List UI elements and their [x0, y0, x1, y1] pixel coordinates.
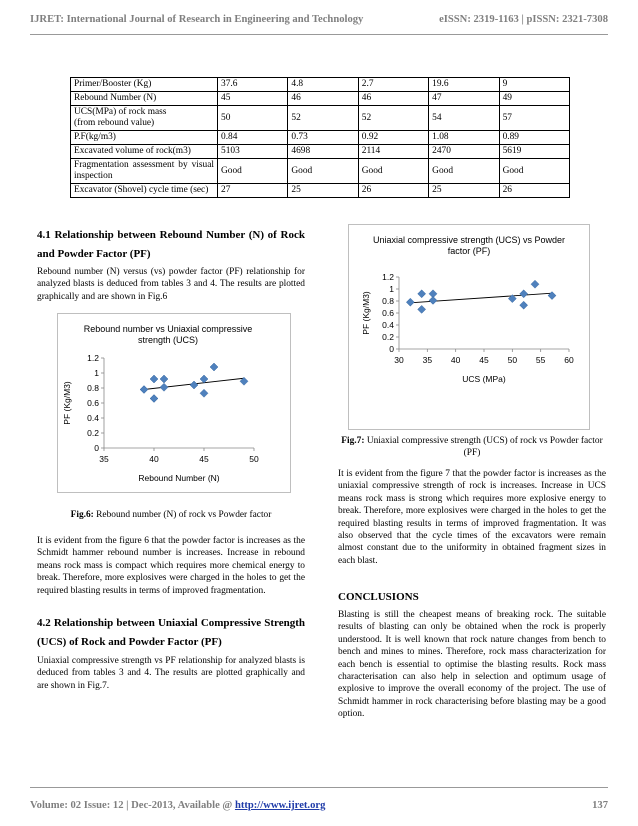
table-cell: 2470 — [429, 145, 499, 159]
table-cell: 57 — [499, 106, 569, 131]
table-cell: 47 — [429, 92, 499, 106]
fig7-caption-text: Uniaxial compressive strength (UCS) of rock vs Powder factor (PF) — [364, 436, 603, 458]
table-cell: Good — [429, 159, 499, 184]
table-cell: Good — [499, 159, 569, 184]
fig6-svg — [58, 314, 290, 492]
data-point — [210, 363, 218, 371]
data-point — [160, 383, 168, 391]
table-cell: 46 — [358, 92, 428, 106]
volume-text: Volume: 02 Issue: 12 | Dec-2013, Available @ — [30, 800, 235, 811]
data-point — [150, 375, 158, 383]
table-cell: Good — [218, 159, 288, 184]
chart-title-line: Uniaxial compressive strength (UCS) vs Powder — [372, 235, 566, 245]
x-tick-label: 55 — [535, 355, 546, 365]
y-tick-label: 0.2 — [87, 428, 99, 438]
data-point — [531, 280, 539, 288]
x-tick-label: 35 — [99, 454, 109, 464]
table-cell: 1.08 — [429, 131, 499, 145]
data-point — [548, 292, 556, 300]
conclusions-text: Blasting is still the cheapest means of breaking rock. The suitable results of blasting can only be obtained when the rock is properly understood. It is well known that rock nature changes from bench to bench and mines to mines. Therefore, rock mass characterization for each bench is essential to optimise the blasting results. Rock mass characterisation can also help in selection and optimum usage of explosive to improve the overall economy of the project. The use of Schmidt hammer in rock characterising before blasting may be a good option. — [338, 610, 606, 720]
x-axis-label: Rebound Number (N) — [138, 473, 220, 483]
table-row — [71, 145, 570, 159]
table-cell: Good — [288, 159, 358, 184]
y-tick-label: 0.2 — [382, 332, 394, 342]
chart-title-line: Rebound number vs Uniaxial compressive — [83, 324, 253, 334]
fig7-svg — [349, 225, 589, 429]
y-tick-label: 0.4 — [87, 413, 99, 423]
table-cell: 52 — [288, 106, 358, 131]
data-point — [140, 386, 148, 394]
footer-rule — [30, 787, 608, 788]
fig6-label: Fig.6: — [70, 510, 94, 520]
y-tick-label: 0.6 — [382, 308, 394, 318]
y-tick-label: 1.2 — [87, 353, 99, 363]
table-cell: 0.89 — [499, 131, 569, 145]
chart-title-line: factor (PF) — [447, 246, 491, 256]
table-row-label: Fragmentation assessment by visual inspection — [71, 159, 218, 184]
fig7-chart — [348, 224, 590, 430]
journal-title: IJRET: International Journal of Research in Engineering and Technology — [30, 14, 364, 25]
table-cell: Good — [358, 159, 428, 184]
table-cell: 2.7 — [358, 78, 428, 92]
x-tick-label: 45 — [199, 454, 209, 464]
x-tick-label: 60 — [564, 355, 574, 365]
data-point — [418, 305, 426, 313]
y-tick-label: 1.2 — [382, 272, 394, 282]
x-tick-label: 40 — [450, 355, 461, 365]
table-row-label: Rebound Number (N) — [71, 92, 218, 106]
table-row — [71, 184, 570, 198]
table-row — [71, 106, 570, 131]
table-cell: 0.73 — [288, 131, 358, 145]
table-cell: 52 — [358, 106, 428, 131]
table-row-label: Primer/Booster (Kg) — [71, 78, 218, 92]
table-cell: 26 — [499, 184, 569, 198]
x-tick-label: 45 — [479, 355, 489, 365]
fig6-chart — [57, 313, 291, 493]
y-tick-label: 0.8 — [87, 383, 99, 393]
table-cell: 5619 — [499, 145, 569, 159]
x-tick-label: 40 — [149, 454, 159, 464]
data-point — [406, 298, 414, 306]
data-point — [200, 375, 208, 383]
fig6-caption — [37, 509, 305, 521]
table-cell: 9 — [499, 78, 569, 92]
table-cell: 5103 — [218, 145, 288, 159]
y-tick-label: 0 — [389, 344, 394, 354]
table-row-label: Excavated volume of rock(m3) — [71, 145, 218, 159]
fig6-discussion: It is evident from the figure 6 that the powder factor is increases as the Schmidt hammer rebound number is increases. Increase in rebound means rock mass is compact which requires more chemical energy to break. Therefore, more explosives were charged in the holes to get the required blasting results in terms of improved fragmentation. — [37, 536, 305, 596]
y-tick-label: 0.8 — [382, 296, 394, 306]
data-point — [200, 389, 208, 397]
y-tick-label: 1 — [389, 284, 394, 294]
data-point — [429, 296, 437, 304]
section-4-2-heading: 4.2 Relationship between Uniaxial Compressive Strength (UCS) of Rock and Powder Factor (PF) — [37, 617, 305, 648]
conclusions-heading: CONCLUSIONS — [338, 591, 419, 603]
y-axis-label: PF (Kg/M3) — [361, 291, 371, 335]
table-cell: 19.6 — [429, 78, 499, 92]
table-cell: 37.6 — [218, 78, 288, 92]
section-4-2-text: Uniaxial compressive strength vs PF relationship for analyzed blasts is deduced from tables 3 and 4. The results are plotted graphically and are shown in Fig.7. — [37, 656, 305, 691]
data-point — [418, 290, 426, 298]
table-cell: 4698 — [288, 145, 358, 159]
table-row — [71, 159, 570, 184]
table-cell: 2114 — [358, 145, 428, 159]
volume-info — [30, 800, 325, 811]
table-cell: 25 — [288, 184, 358, 198]
table-row — [71, 78, 570, 92]
table-cell: 54 — [429, 106, 499, 131]
x-tick-label: 30 — [394, 355, 404, 365]
table-cell: 46 — [288, 92, 358, 106]
table-row-label: P.F(kg/m3) — [71, 131, 218, 145]
table-cell: 45 — [218, 92, 288, 106]
data-point — [520, 301, 528, 309]
table-cell: 0.84 — [218, 131, 288, 145]
table-cell: 26 — [358, 184, 428, 198]
running-footer — [30, 800, 608, 811]
table-cell: 25 — [429, 184, 499, 198]
y-tick-label: 1 — [94, 368, 99, 378]
table-cell: 27 — [218, 184, 288, 198]
table-cell: 49 — [499, 92, 569, 106]
header-rule — [30, 34, 608, 35]
x-tick-label: 35 — [422, 355, 433, 365]
section-4-1-text: Rebound number (N) versus (vs) powder factor (PF) relationship for analyzed blasts is deduced from tables 3 and 4. The results are plotted graphically and are shown in Fig.6 — [37, 267, 305, 302]
x-tick-label: 50 — [507, 355, 518, 365]
data-point — [150, 395, 158, 403]
blast-data-table — [70, 77, 570, 198]
issn: eISSN: 2319-1163 | pISSN: 2321-7308 — [439, 14, 608, 25]
data-point — [160, 375, 168, 383]
y-tick-label: 0.4 — [382, 320, 394, 330]
table-cell: 4.8 — [288, 78, 358, 92]
table-row — [71, 131, 570, 145]
fig7-caption — [338, 435, 606, 459]
y-tick-label: 0.6 — [87, 398, 99, 408]
data-point — [520, 290, 528, 298]
table-row — [71, 92, 570, 106]
x-axis-label: UCS (MPa) — [462, 374, 506, 384]
table-row-label: Excavator (Shovel) cycle time (sec) — [71, 184, 218, 198]
fig7-label: Fig.7: — [341, 436, 365, 446]
page-number: 137 — [592, 800, 608, 811]
y-axis-label: PF (Kg/M3) — [62, 381, 72, 425]
table-cell: 0.92 — [358, 131, 428, 145]
fig7-discussion: It is evident from the figure 7 that the powder factor is increases as the uniaxial compressive strength of rock is increases. Increase in UCS means rock mass is strong which requires more explosive energy to break. Therefore, more explosives were charged in the holes to get the required blasting results in terms of improved fragmentation. It was also observed that the cycle times of the excavators were remain almost constant due to the uniformity in obtained fragment sizes in each blast. — [338, 469, 606, 566]
running-header — [30, 14, 608, 25]
table-cell: 50 — [218, 106, 288, 131]
x-tick-label: 50 — [249, 454, 259, 464]
data-point — [190, 381, 198, 389]
section-4-1-heading: 4.1 Relationship between Rebound Number (N) of Rock and Powder Factor (PF) — [37, 229, 305, 260]
chart-title-line: strength (UCS) — [137, 335, 199, 345]
y-tick-label: 0 — [94, 443, 99, 453]
table-row-label: UCS(MPa) of rock mass (from rebound value) — [71, 106, 218, 131]
fig6-caption-text: Rebound number (N) of rock vs Powder factor — [93, 510, 272, 520]
journal-link[interactable]: http://www.ijret.org — [234, 800, 326, 811]
